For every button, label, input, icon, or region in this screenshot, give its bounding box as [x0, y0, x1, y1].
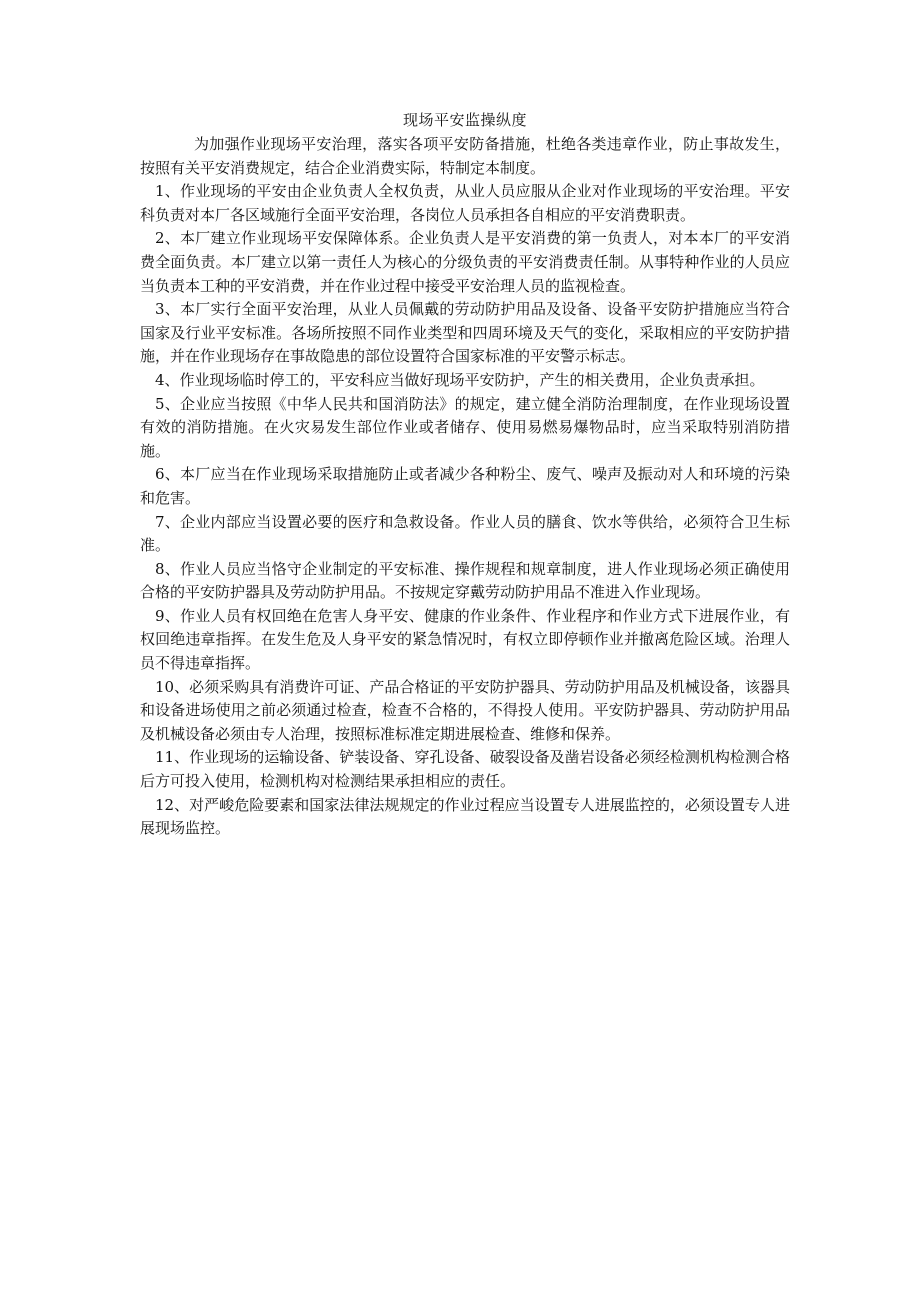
document-body — [140, 109, 790, 841]
document-title: 现场平安监操纵度 — [402, 111, 527, 129]
clause-1: 1、作业现场的平安由企业负责人全权负责，从业人员应服从企业对作业现场的平安治理。平安科负责对本厂各区域施行全面平安治理，各岗位人员承担各自相应的平安消费职责。 — [140, 182, 790, 224]
clause-2: 2、本厂建立作业现场平安保障体系。企业负责人是平安消费的第一负责人，对本本厂的平安消费全面负责。本厂建立以第一责任人为核心的分级负责的平安消费责任制。从事特种作业的人员应当负责本工种的平安消费，并在作业过程中接受平安治理人员的监视检查。 — [140, 229, 790, 295]
clause-10: 10、必须采购具有消费许可证、产品合格证的平安防护器具、劳动防护用品及机械设备，该器具和设备进场使用之前必须通过检查，检查不合格的，不得投人使用。平安防护器具、劳动防护用品及机械设备必须由专人治理，按照标准标准定期进展检查、维修和保养。 — [140, 677, 790, 743]
clause-6: 6、本厂应当在作业现场采取措施防止或者减少各种粉尘、废气、噪声及振动对人和环境的污染和危害。 — [140, 465, 790, 507]
clause-8: 8、作业人员应当恪守企业制定的平安标准、操作规程和规章制度，进人作业现场必须正确使用合格的平安防护器具及劳动防护用品。不按规定穿戴劳动防护用品不准进入作业现场。 — [140, 559, 790, 602]
clause-12: 12、对严峻危险要素和国家法律法规规定的作业过程应当设置专人进展监控的，必须设置专人进展现场监控。 — [140, 795, 790, 838]
clause-7: 7、企业内部应当设置必要的医疗和急救设备。作业人员的膳食、饮水等供给，必须符合卫生标准。 — [140, 512, 790, 555]
clause-11: 11、作业现场的运输设备、铲装设备、穿孔设备、破裂设备及凿岩设备必须经检测机构检测合格后方可投入使用，检测机构对检测结果承担相应的责任。 — [140, 748, 790, 791]
clause-3: 3、本厂实行全面平安治理，从业人员佩戴的劳动防护用品及设备、设备平安防护措施应当符合国家及行业平安标准。各场所按照不同作业类型和四周环境及天气的变化，采取相应的平安防护措施，并在作业现场存在事故隐患的部位设置符合国家标准的平安警示标志。 — [140, 300, 790, 366]
clause-5: 5、企业应当按照《中华人民共和国消防法》的规定，建立健全消防治理制度，在作业现场设置有效的消防措施。在火灾易发生部位作业或者储存、使用易燃易爆物品时，应当采取特别消防措施。 — [140, 394, 790, 460]
intro-paragraph: 为加强作业现场平安治理，落实各项平安防备措施，杜绝各类违章作业，防止事故发生，按照有关平安消费规定，结合企业消费实际，特制定本制度。 — [140, 135, 790, 177]
clause-9: 9、作业人员有权回绝在危害人身平安、健康的作业条件、作业程序和作业方式下进展作业，有权回绝违章指挥。在发生危及人身平安的紧急情况时，有权立即停顿作业并撤离危险区域。治理人员不得违章指挥。 — [140, 606, 790, 673]
clause-4: 4、作业现场临时停工的，平安科应当做好现场平安防护，产生的相关费用，企业负责承担。 — [155, 370, 765, 389]
